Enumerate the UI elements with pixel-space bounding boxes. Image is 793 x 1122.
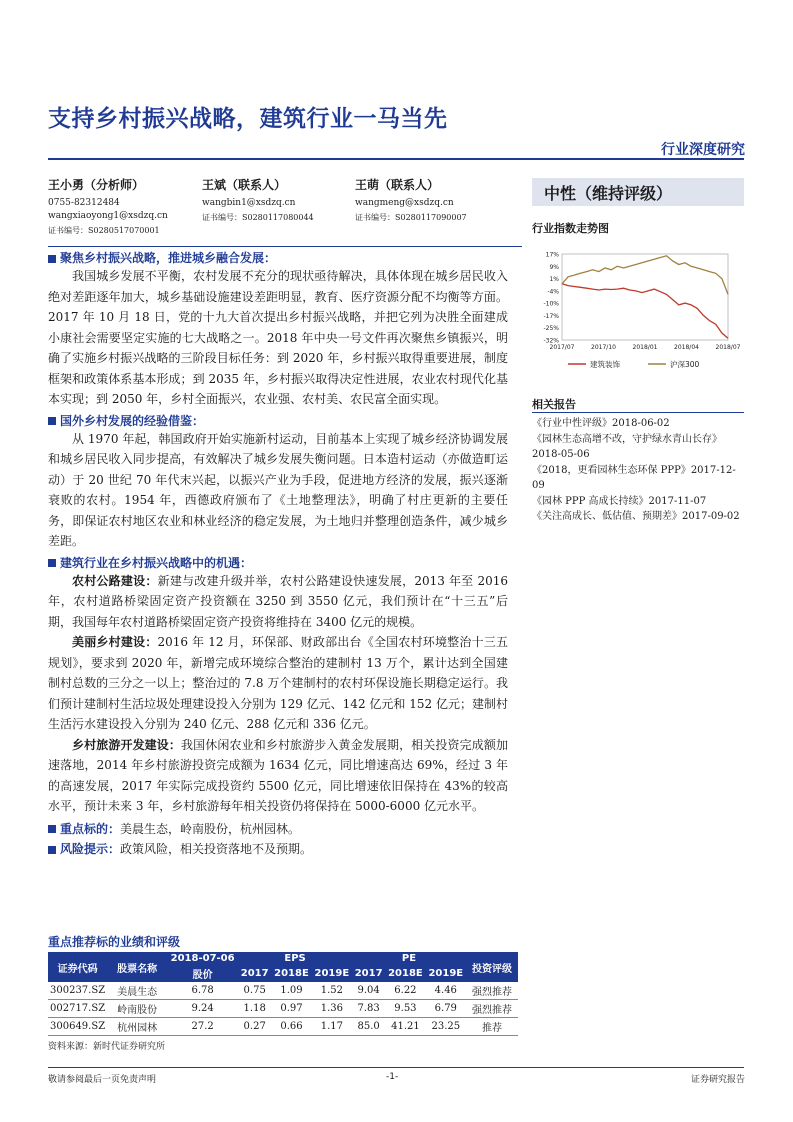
th-rating: 投资评级 — [466, 952, 518, 982]
analyst-cert: 证书编号：S0280117090007 — [355, 213, 467, 222]
table-cell: 6.78 — [167, 982, 238, 1000]
section-heading: 建筑行业在乡村振兴战略中的机遇： — [48, 554, 508, 571]
th-year: 2017 — [238, 965, 271, 982]
table-cell: 美晨生态 — [107, 982, 167, 1000]
page-number: -1- — [386, 1072, 399, 1082]
report-link[interactable]: 《关注高成长、低估值、预期差》2017-09-02 — [532, 511, 740, 522]
x-tick-label: 2018/07 — [715, 344, 741, 351]
footer-label: 证券研究报告 — [690, 1075, 745, 1085]
table-row — [48, 1018, 518, 1036]
bullet-icon — [48, 255, 56, 263]
table-cell: 9.53 — [385, 1000, 425, 1018]
analyst-1 — [48, 176, 168, 236]
table-cell: 300649.SZ — [48, 1018, 107, 1036]
table-cell: 4.46 — [426, 982, 466, 1000]
table-cell: 杭州园林 — [107, 1018, 167, 1036]
analyst-name: 王斌（联系人） — [202, 178, 287, 192]
x-tick-label: 2018/01 — [632, 344, 658, 351]
th-year: 2019E — [312, 965, 352, 982]
section-paragraph: 美丽乡村建设：2016 年 12 月，环保部、财政部出台《全国农村环境整治十三五规划》，要求到 2020 年，新增完成环境综合整治的建制村 13 万个，累计达到全国建制村总数的三分之一以上；整治过的 7.8 万个建制村的农村环保设施长期稳定运行。我们预计建制村生活垃圾处理建设投入分别为 129 亿元、142 亿元和 152 亿元；建制村生活污水建设投入分别为 240 亿元、288 亿元和 336 亿元。 — [48, 635, 508, 731]
th-year: 2018E — [385, 965, 425, 982]
table-cell: 002717.SZ — [48, 1000, 107, 1018]
related-reports-list — [532, 416, 744, 525]
analyst-name: 王小勇（分析师） — [48, 178, 145, 192]
table-cell: 1.52 — [312, 982, 352, 1000]
analyst-email[interactable]: wangbin1@xsdzq.cn — [202, 198, 296, 208]
rec-table-block — [48, 933, 518, 1052]
y-tick-label: -10% — [543, 300, 559, 308]
y-tick-label: 17% — [545, 251, 559, 259]
bullet-icon — [48, 825, 56, 833]
page-title: 支持乡村振兴战略，建筑行业一马当先 — [48, 106, 448, 132]
th-year: 2019E — [426, 965, 466, 982]
th-eps: EPS — [238, 952, 352, 965]
x-tick-label: 2018/04 — [674, 344, 699, 351]
table-cell: 1.18 — [238, 1000, 271, 1018]
rec-table — [48, 952, 518, 1036]
analyst-cert: 证书编号：S0280517070001 — [48, 226, 160, 235]
th-name: 股票名称 — [107, 952, 167, 982]
table-cell: 300237.SZ — [48, 982, 107, 1000]
table-cell: 41.21 — [385, 1018, 425, 1036]
report-link[interactable]: 《园林 PPP 高成长持续》2017-11-07 — [532, 495, 707, 507]
analyst-divider — [48, 246, 522, 247]
bullet-icon — [48, 846, 56, 854]
table-row — [48, 982, 518, 1000]
doc-type: 行业深度研究 — [661, 142, 745, 158]
analyst-email[interactable]: wangxiaoyong1@xsdzq.cn — [48, 211, 168, 221]
section-paragraph: 我国城乡发展不平衡，农村发展不充分的现状亟待解决，具体体现在城乡居民收入绝对差距逐年加大，城乡基础设施建设差距明显，教育、医疗资源分配不均衡等方面。2017 年 10 月 18 日，党的十九大首次提出乡村振兴战略，并把它列为决胜全面建成小康社会需要坚定实施的七大战略之一。2018 年中央一号文件再次聚焦乡镇振兴，明确了实施乡村振兴战略的三阶段目标任务：到 2020 年，乡村振兴取得重要进展，制度框架和政策体系基本形成；到 2035 年，乡村振兴取得决定性进展，农业农村现代化基本实现；到 2050 年，乡村全面振兴，农业强、农村美、农民富全面实现。 — [48, 269, 508, 406]
y-tick-label: -4% — [547, 288, 559, 296]
chart-title: 行业指数走势图 — [532, 222, 609, 235]
main-body — [48, 249, 508, 860]
table-cell: 强烈推荐 — [466, 982, 518, 1000]
table-cell: 9.24 — [167, 1000, 238, 1018]
analyst-name: 王萌（联系人） — [355, 178, 440, 192]
analyst-cert: 证书编号：S0280117080044 — [202, 213, 314, 222]
series-line-0 — [562, 284, 728, 338]
rating-label: 中性（维持评级） — [544, 184, 673, 203]
footer-disclaimer: 敬请参阅最后一页免责声明 — [48, 1075, 157, 1085]
th-code: 证券代码 — [48, 952, 107, 982]
bullet-icon — [48, 417, 56, 425]
legend-label: 沪深300 — [670, 360, 700, 369]
analyst-3 — [355, 176, 467, 223]
analyst-email[interactable]: wangmeng@xsdzq.cn — [355, 198, 454, 208]
key-targets: 重点标的：美晨生态，岭南股份，杭州园林。 — [48, 819, 508, 840]
th-date: 2018-07-06 — [167, 952, 238, 965]
table-cell: 7.83 — [352, 1000, 385, 1018]
footer-divider — [48, 1067, 744, 1068]
y-tick-label: -25% — [543, 325, 559, 333]
th-year: 2017 — [352, 965, 385, 982]
table-cell: 1.09 — [271, 982, 311, 1000]
table-cell: 0.27 — [238, 1018, 271, 1036]
section-paragraph: 乡村旅游开发建设：我国休闲农业和乡村旅游步入黄金发展期，相关投资完成额加速落地，2014 年乡村旅游投资完成额为 1634 亿元，同比增速高达 69%，经过 3 年的高速发展，2017 年实际完成投资约 5500 亿元，同比增速依旧保持在 43%的较高水平，预计未来 3 年，乡村旅游每年相关投资仍将保持在 5000-6000 亿元水平。 — [48, 737, 508, 813]
table-cell: 强烈推荐 — [466, 1000, 518, 1018]
table-cell: 23.25 — [426, 1018, 466, 1036]
y-tick-label: 9% — [549, 263, 559, 271]
y-tick-label: -17% — [543, 312, 559, 320]
related-reports-heading: 相关报告 — [532, 398, 576, 411]
table-row — [48, 1000, 518, 1018]
report-link[interactable]: 《2018，更看园林生态环保 PPP》2017-12-09 — [532, 464, 736, 491]
th-price: 股价 — [167, 965, 238, 982]
table-source: 资料来源：新时代证券研究所 — [48, 1042, 166, 1052]
analyst-2 — [202, 176, 314, 223]
rec-table-body — [48, 982, 518, 1036]
table-cell: 0.66 — [271, 1018, 311, 1036]
bullet-icon — [48, 559, 56, 567]
th-year: 2018E — [271, 965, 311, 982]
y-tick-label: 1% — [549, 276, 559, 284]
table-cell: 27.2 — [167, 1018, 238, 1036]
table-cell: 9.04 — [352, 982, 385, 1000]
analyst-phone: 0755-82312484 — [48, 198, 120, 208]
table-cell: 1.36 — [312, 1000, 352, 1018]
risk-notice: 风险提示：政策风险，相关投资落地不及预期。 — [48, 839, 508, 860]
report-link[interactable]: 《行业中性评级》2018-06-02 — [532, 418, 670, 429]
table-cell: 6.79 — [426, 1000, 466, 1018]
y-tick-label: -32% — [543, 337, 559, 345]
legend-label: 建筑装饰 — [590, 360, 620, 369]
section-heading: 聚焦乡村振兴战略，推进城乡融合发展： — [48, 249, 508, 266]
table-cell: 1.17 — [312, 1018, 352, 1036]
table-title: 重点推荐标的业绩和评级 — [48, 935, 181, 949]
table-cell: 岭南股份 — [107, 1000, 167, 1018]
table-cell: 推荐 — [466, 1018, 518, 1036]
table-cell: 6.22 — [385, 982, 425, 1000]
report-link[interactable]: 《园林生态高增不改，守护绿水青山长存》2018-05-06 — [532, 433, 722, 460]
section-paragraph: 农村公路建设：新建与改建升级并举，农村公路建设快速发展，2013 年至 2016 年，农村道路桥梁固定资产投资额在 3250 到 3550 亿元，我们预计在“十三五”后期，我国每年农村道路桥梁固定资产投资将维持在 3400 亿元的规模。 — [48, 573, 508, 629]
table-cell: 0.97 — [271, 1000, 311, 1018]
table-cell: 85.0 — [352, 1018, 385, 1036]
th-pe: PE — [352, 952, 466, 965]
section-heading: 国外乡村发展的经验借鉴： — [48, 412, 508, 429]
table-cell: 0.75 — [238, 982, 271, 1000]
section-paragraph: 从 1970 年起，韩国政府开始实施新村运动，目前基本上实现了城乡经济协调发展和城乡居民收入同步提高，有效解决了城乡发展失衡问题。日本造村运动（亦做造町运动）于 20 世纪 70 年代末兴起，以振兴产业为手段，促进地方经济的发展，振兴逐渐衰败的农村。1954 年，西德政府颁布了《土地整理法》，明确了村庄更新的主要任务，即保证农村地区农业和林业经济的稳定发展，为土地归并整理创造条件，减少城乡差距。 — [48, 431, 508, 548]
x-tick-label: 2017/10 — [591, 344, 616, 351]
related-divider — [532, 412, 744, 413]
plot-frame — [562, 254, 728, 340]
index-trend-chart — [532, 246, 744, 374]
x-tick-label: 2017/07 — [549, 344, 575, 351]
title-divider — [48, 158, 744, 160]
